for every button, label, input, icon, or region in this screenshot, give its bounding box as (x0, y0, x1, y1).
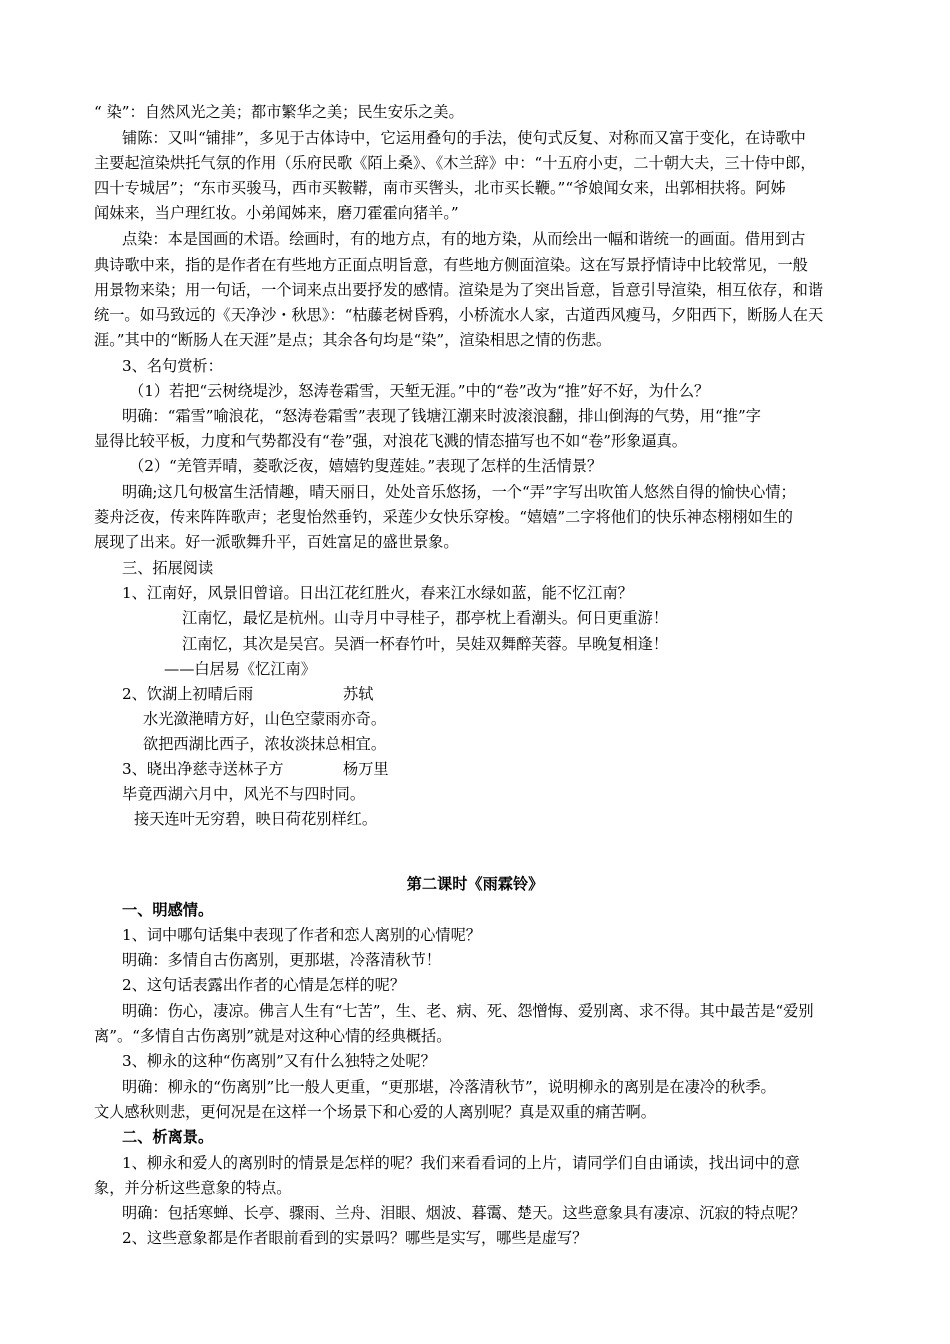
text-line: 象，并分析这些意象的特点。 (94, 1179, 292, 1197)
answer: 明确;这几句极富生活情趣，晴天丽日，处处音乐悠扬，一个“弄”字写出吹笛人悠然自得的愉快心情； (122, 483, 796, 501)
answer: 明确：伤心，凄凉。佛言人生有“七苦”，生、老、病、死、怨憎悔、爱别离、求不得。其中最苦是“爱别 (122, 1002, 814, 1020)
text-line: 统一。如马致远的《天净沙・秋思》：“枯藤老树昏鸦，小桥流水人家，古道西风瘦马，夕阳西下，断肠人在天 (94, 306, 824, 324)
question: 2、这句话表露出作者的心情是怎样的呢？ (122, 976, 406, 994)
text-line: 闻妹来，当户理红妆。小弟闻姊来，磨刀霍霍向猪羊。” (94, 204, 459, 222)
poem-line: 江南忆，其次是吴宫。吴酒一杯春竹叶，吴娃双舞醉芙蓉。早晚复相逢！ (182, 635, 668, 653)
poem-line: 江南忆，最忆是杭州。山寺月中寻桂子，郡亭枕上看潮头。何日更重游！ (182, 609, 668, 627)
question: （1）若把“云树绕堤沙，怒涛卷霜雪，天堑无涯。”中的“卷”改为“推”好不好，为什么？ (129, 382, 710, 400)
text-line: 典诗歌中来，指的是作者在有些地方正面点明旨意，有些地方侧面渲染。这在写景抒情诗中比较常见，一般 (94, 256, 808, 274)
poem-author: 苏轼 (343, 685, 374, 703)
question: （2）“羌管弄晴，菱歌泛夜，嬉嬉钓叟莲娃。”表现了怎样的生活情景？ (129, 457, 603, 475)
text-line: 菱舟泛夜，传来阵阵歌声；老叟怡然垂钓，采莲少女快乐穿梭。“嬉嬉”二字将他们的快乐神态栩栩如生的 (94, 508, 793, 526)
text-line: 四十专城居”；“东市买骏马，西市买鞍鞯，南市买辔头，北市买长鞭。”“爷娘闻女来，出郭相扶将。阿姊 (94, 179, 786, 197)
text-line: 涯。”其中的“断肠人在天涯”是点；其余各句均是“染”，渲染相思之情的伤悲。 (94, 331, 612, 349)
section-heading: 三、拓展阅读 (122, 559, 214, 577)
question: 1、词中哪句话集中表现了作者和恋人离别的心情呢？ (122, 926, 481, 944)
section-heading: 二、析离景。 (122, 1128, 214, 1146)
question: 3、柳永的这种“伤离别”又有什么独特之处呢？ (122, 1052, 436, 1070)
poem-author: ——白居易《忆江南》 (164, 660, 316, 678)
text-line: 离”。“多情自古伤离别”就是对这种心情的经典概括。 (94, 1027, 452, 1045)
poem-title: 2、饮湖上初晴后雨 (122, 685, 254, 703)
poem-line: 欲把西湖比西子，浓妆淡抹总相宜。 (143, 735, 386, 753)
poem-line: 毕竟西湖六月中，风光不与四时同。 (122, 785, 365, 803)
poem-title: 3、晓出净慈寺送林子方 (122, 760, 284, 778)
text-line: 展现了出来。好一派歌舞升平，百姓富足的盛世景象。 (94, 533, 459, 551)
question: 2、这些意象都是作者眼前看到的实景吗？哪些是实写，哪些是虚写？ (122, 1229, 588, 1247)
poem-line: 水光潋滟晴方好，山色空蒙雨亦奇。 (143, 710, 386, 728)
poem-line: 接天连叶无穷碧，映日荷花别样红。 (134, 810, 377, 828)
answer: 明确：“霜雪”喻浪花，“怒涛卷霜雪”表现了钱塘江潮来时波滚浪翻，排山倒海的气势，用“推”字 (122, 407, 761, 425)
poem-author: 杨万里 (343, 760, 389, 778)
answer: 明确：多情自古伤离别，更那堪，冷落清秋节！ (122, 951, 441, 969)
section-heading: 3、名句赏析： (122, 357, 223, 375)
paragraph-dianran: 点染：本是国画的术语。绘画时，有的地方点，有的地方染，从而绘出一幅和谐统一的画面。借用到古 (122, 230, 806, 248)
lesson-title: 第二课时《雨霖铃》 (406, 875, 544, 893)
section-heading: 一、明感情。 (122, 901, 214, 919)
question: 1、柳永和爱人的离别时的情景是怎样的呢？我们来看看词的上片，请同学们自由诵读，找出词中的意 (122, 1154, 800, 1172)
text-line: “ 染”：自然风光之美；都市繁华之美；民生安乐之美。 (94, 103, 464, 121)
text-line: 显得比较平板，力度和气势都没有“卷”强，对浪花飞溅的情态描写也不如“卷”形象逼真。 (94, 432, 687, 450)
answer: 明确：包括寒蝉、长亭、骤雨、兰舟、泪眼、烟波、暮霭、楚天。这些意象具有凄凉、沉寂的特点呢？ (122, 1204, 806, 1222)
paragraph-pupuchen: 铺陈：又叫“铺排”，多见于古体诗中，它运用叠句的手法，使句式反复、对称而又富于变化，在诗歌中 (122, 129, 806, 147)
text-line: 主要起渲染烘托气氛的作用（乐府民歌《陌上桑》、《木兰辞》中：“十五府小吏，二十朝大夫，三十侍中郎， (94, 154, 816, 172)
answer: 明确：柳永的“伤离别”比一般人更重，“更那堪，冷落清秋节”，说明柳永的离别是在凄冷的秋季。 (122, 1078, 776, 1096)
poem-title: 1、江南好，风景旧曾谙。日出江花红胜火，春来江水绿如蓝，能不忆江南？ (122, 584, 633, 602)
text-line: 文人感秋则悲，更何况是在这样一个场景下和心爱的人离别呢？真是双重的痛苦啊。 (94, 1103, 656, 1121)
text-line: 用景物来染；用一句话，一个词来点出要抒发的感情。渲染是为了突出旨意，旨意引导渲染，相互依存，和谐 (94, 281, 823, 299)
